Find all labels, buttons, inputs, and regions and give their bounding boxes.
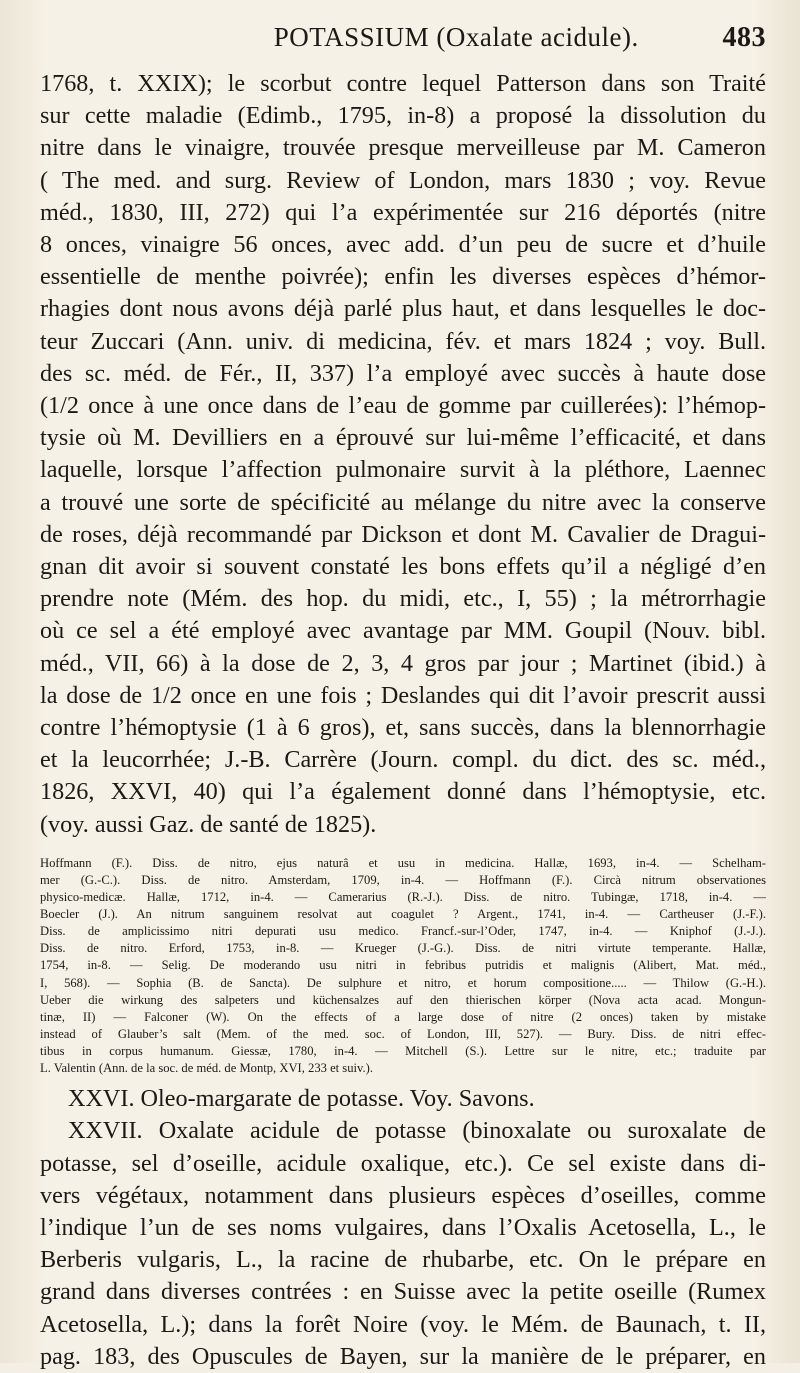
text-line: pag. 183, des Opuscules de Bayen, sur la manière de le préparer, en — [40, 1342, 766, 1370]
text-line: tysie où M. Devilliers en a éprouvé sur lui-même l’efficacité, et dans — [40, 424, 766, 452]
biblio-line: Diss. de nitro. Erford, 1753, in-8. — Krueger (J.-G.). Diss. de nitri virtute temperante. Hallæ, — [40, 941, 766, 956]
text-line: rhagies dont nous avons déjà parlé plus haut, et dans lesquelles le doc- — [40, 295, 766, 323]
bibliography — [40, 855, 766, 1077]
biblio-line: Hoffmann (F.). Diss. de nitro, ejus naturâ et usu in medicina. Hallæ, 1693, in-4. — Schelham- — [40, 855, 766, 870]
section-heading: XXVI. Oleo-margarate de potasse. Voy. Savons. — [68, 1085, 535, 1113]
biblio-line: L. Valentin (Ann. de la soc. de méd. de Montp, XVI, 233 et suiv.). — [40, 1061, 373, 1075]
text-line: 8 onces, vinaigre 56 onces, avec add. d’un peu de sucre et d’huile — [40, 231, 766, 259]
biblio-line: 1754, in-8. — Selig. De moderando usu nitri in febribus putridis et malignis (Alibert, Mat. méd., — [40, 958, 766, 973]
biblio-line: tinæ, II) — Falconer (W). On the effects of a large dose of nitre (2 onces) taken by mistake — [40, 1009, 766, 1024]
text-line: 1768, t. XXIX); le scorbut contre lequel Patterson dans son Traité — [40, 70, 766, 97]
text-line: la dose de 1/2 once en une fois ; Deslandes qui dit l’avoir prescrit aussi — [40, 681, 766, 709]
text-line: Acetosella, L.); dans la forêt Noire (voy. le Mém. de Baunach, t. II, — [40, 1310, 766, 1338]
text-line: XXVII. Oxalate acidule de potasse (binoxalate ou suroxalate de — [68, 1117, 766, 1145]
text-line: vers végétaux, notamment dans plusieurs espèces d’oseilles, comme — [40, 1181, 766, 1209]
main-text — [40, 68, 766, 841]
biblio-line: Ueber die wirkung des salpeters und küchensalzes auf den thierischen körper (Nova acta acad. Mongun- — [40, 992, 766, 1007]
text-line: essentielle de menthe poivrée); enfin les diverses espèces d’hémor- — [40, 263, 766, 291]
text-line: (voy. aussi Gaz. de santé de 1825). — [40, 810, 377, 838]
running-head — [40, 6, 766, 68]
text-line: des sc. méd. de Fér., II, 337) l’a employé avec succès à haute dose — [40, 359, 766, 387]
text-line: a trouvé une sorte de spécificité au mélange du nitre avec la conserve — [40, 488, 766, 516]
biblio-line: tibus in corpus humanum. Giessæ, 1780, in-4. — Mitchell (S.). Lettre sur le nitre, etc.; traduite par — [40, 1043, 766, 1058]
text-line: sur cette maladie (Edimb., 1795, in-8) a proposé la dissolution du — [40, 102, 766, 130]
text-line: l’indique l’un de ses noms vulgaires, dans l’Oxalis Acetosella, L., le — [40, 1213, 766, 1241]
text-line: nitre dans le vinaigre, trouvée presque merveilleuse par M. Cameron — [40, 134, 766, 162]
text-line: 1826, XXVI, 40) qui l’a également donné dans l’hémoptysie, etc. — [40, 778, 766, 806]
text-line: ( The med. and surg. Review of London, mars 1830 ; voy. Revue — [40, 166, 766, 194]
text-line: où ce sel a été employé avec avantage par MM. Goupil (Nouv. bibl. — [40, 617, 766, 645]
text-line: contre l’hémoptysie (1 à 6 gros), et, sans succès, dans la blennorrhagie — [40, 714, 766, 742]
text-line: gnan dit avoir si souvent constaté les bons effets qu’il a négligé d’en — [40, 553, 766, 581]
text-line: prendre note (Mém. des hop. du midi, etc., I, 55) ; la métrorrhagie — [40, 585, 766, 613]
page-title: POTASSIUM (Oxalate acidule). — [273, 22, 639, 52]
biblio-line: physico-medicæ. Hallæ, 1712, in-4. — Camerarius (R.-J.). Diss. de nitro. Tubingæ, 1718, in-4. — — [40, 890, 766, 905]
text-line: méd., 1830, III, 272) qui l’a expérimentée sur 216 déportés (nitre — [40, 198, 766, 226]
text-line: potasse, sel d’oseille, acidule oxalique, etc.). Ce sel existe dans di- — [40, 1149, 766, 1177]
text-line: laquelle, lorsque l’affection pulmonaire survit à la pléthore, Laennec — [40, 456, 766, 484]
biblio-line: I, 568). — Sophia (B. de Sancta). De sulphure et nitro, et horum compositione..... — Thilow (G.-H.). — [40, 975, 766, 990]
page-number: 483 — [722, 22, 766, 53]
biblio-line: instead of Glauber’s salt (Mem. of the med. soc. of London, III, 527). — Bury. Diss. de nitri effec- — [40, 1026, 766, 1041]
text-line: Berberis vulgaris, L., la racine de rhubarbe, etc. On le prépare en — [40, 1246, 766, 1274]
text-line: teur Zuccari (Ann. univ. di medicina, fév. et mars 1824 ; voy. Bull. — [40, 327, 766, 355]
text-line: (1/2 once à une once dans de l’eau de gomme par cuillerées): l’hémop- — [40, 392, 766, 420]
text-line: méd., VII, 66) à la dose de 2, 3, 4 gros par jour ; Martinet (ibid.) à — [40, 649, 766, 677]
text-line: et la leucorrhée; J.-B. Carrère (Journ. compl. du dict. des sc. méd., — [40, 746, 766, 774]
biblio-line: mer (G.-C.). Diss. de nitro. Amsterdam, 1709, in-4. — Hoffmann (F.). Circà nitrum observationes — [40, 872, 766, 887]
biblio-line: Boecler (J.). An nitrum sanguinem resolvat aut coagulet ? Argent., 1741, in-4. — Cartheuser (J.-F.). — [40, 907, 766, 922]
section-xxvii — [40, 1115, 766, 1373]
text-line: de roses, déjà recommandé par Dickson et dont M. Cavalier de Dragui- — [40, 520, 766, 548]
text-line: grand dans diverses contrées : en Suisse avec la petite oseille (Rumex — [40, 1278, 766, 1306]
section-xxvi — [40, 1083, 766, 1115]
biblio-line: Diss. de amplicissimo nitri depurati usu medico. Francf.-sur-l’Oder, 1747, in-4. — Kniphof (J.-J.). — [40, 924, 766, 939]
